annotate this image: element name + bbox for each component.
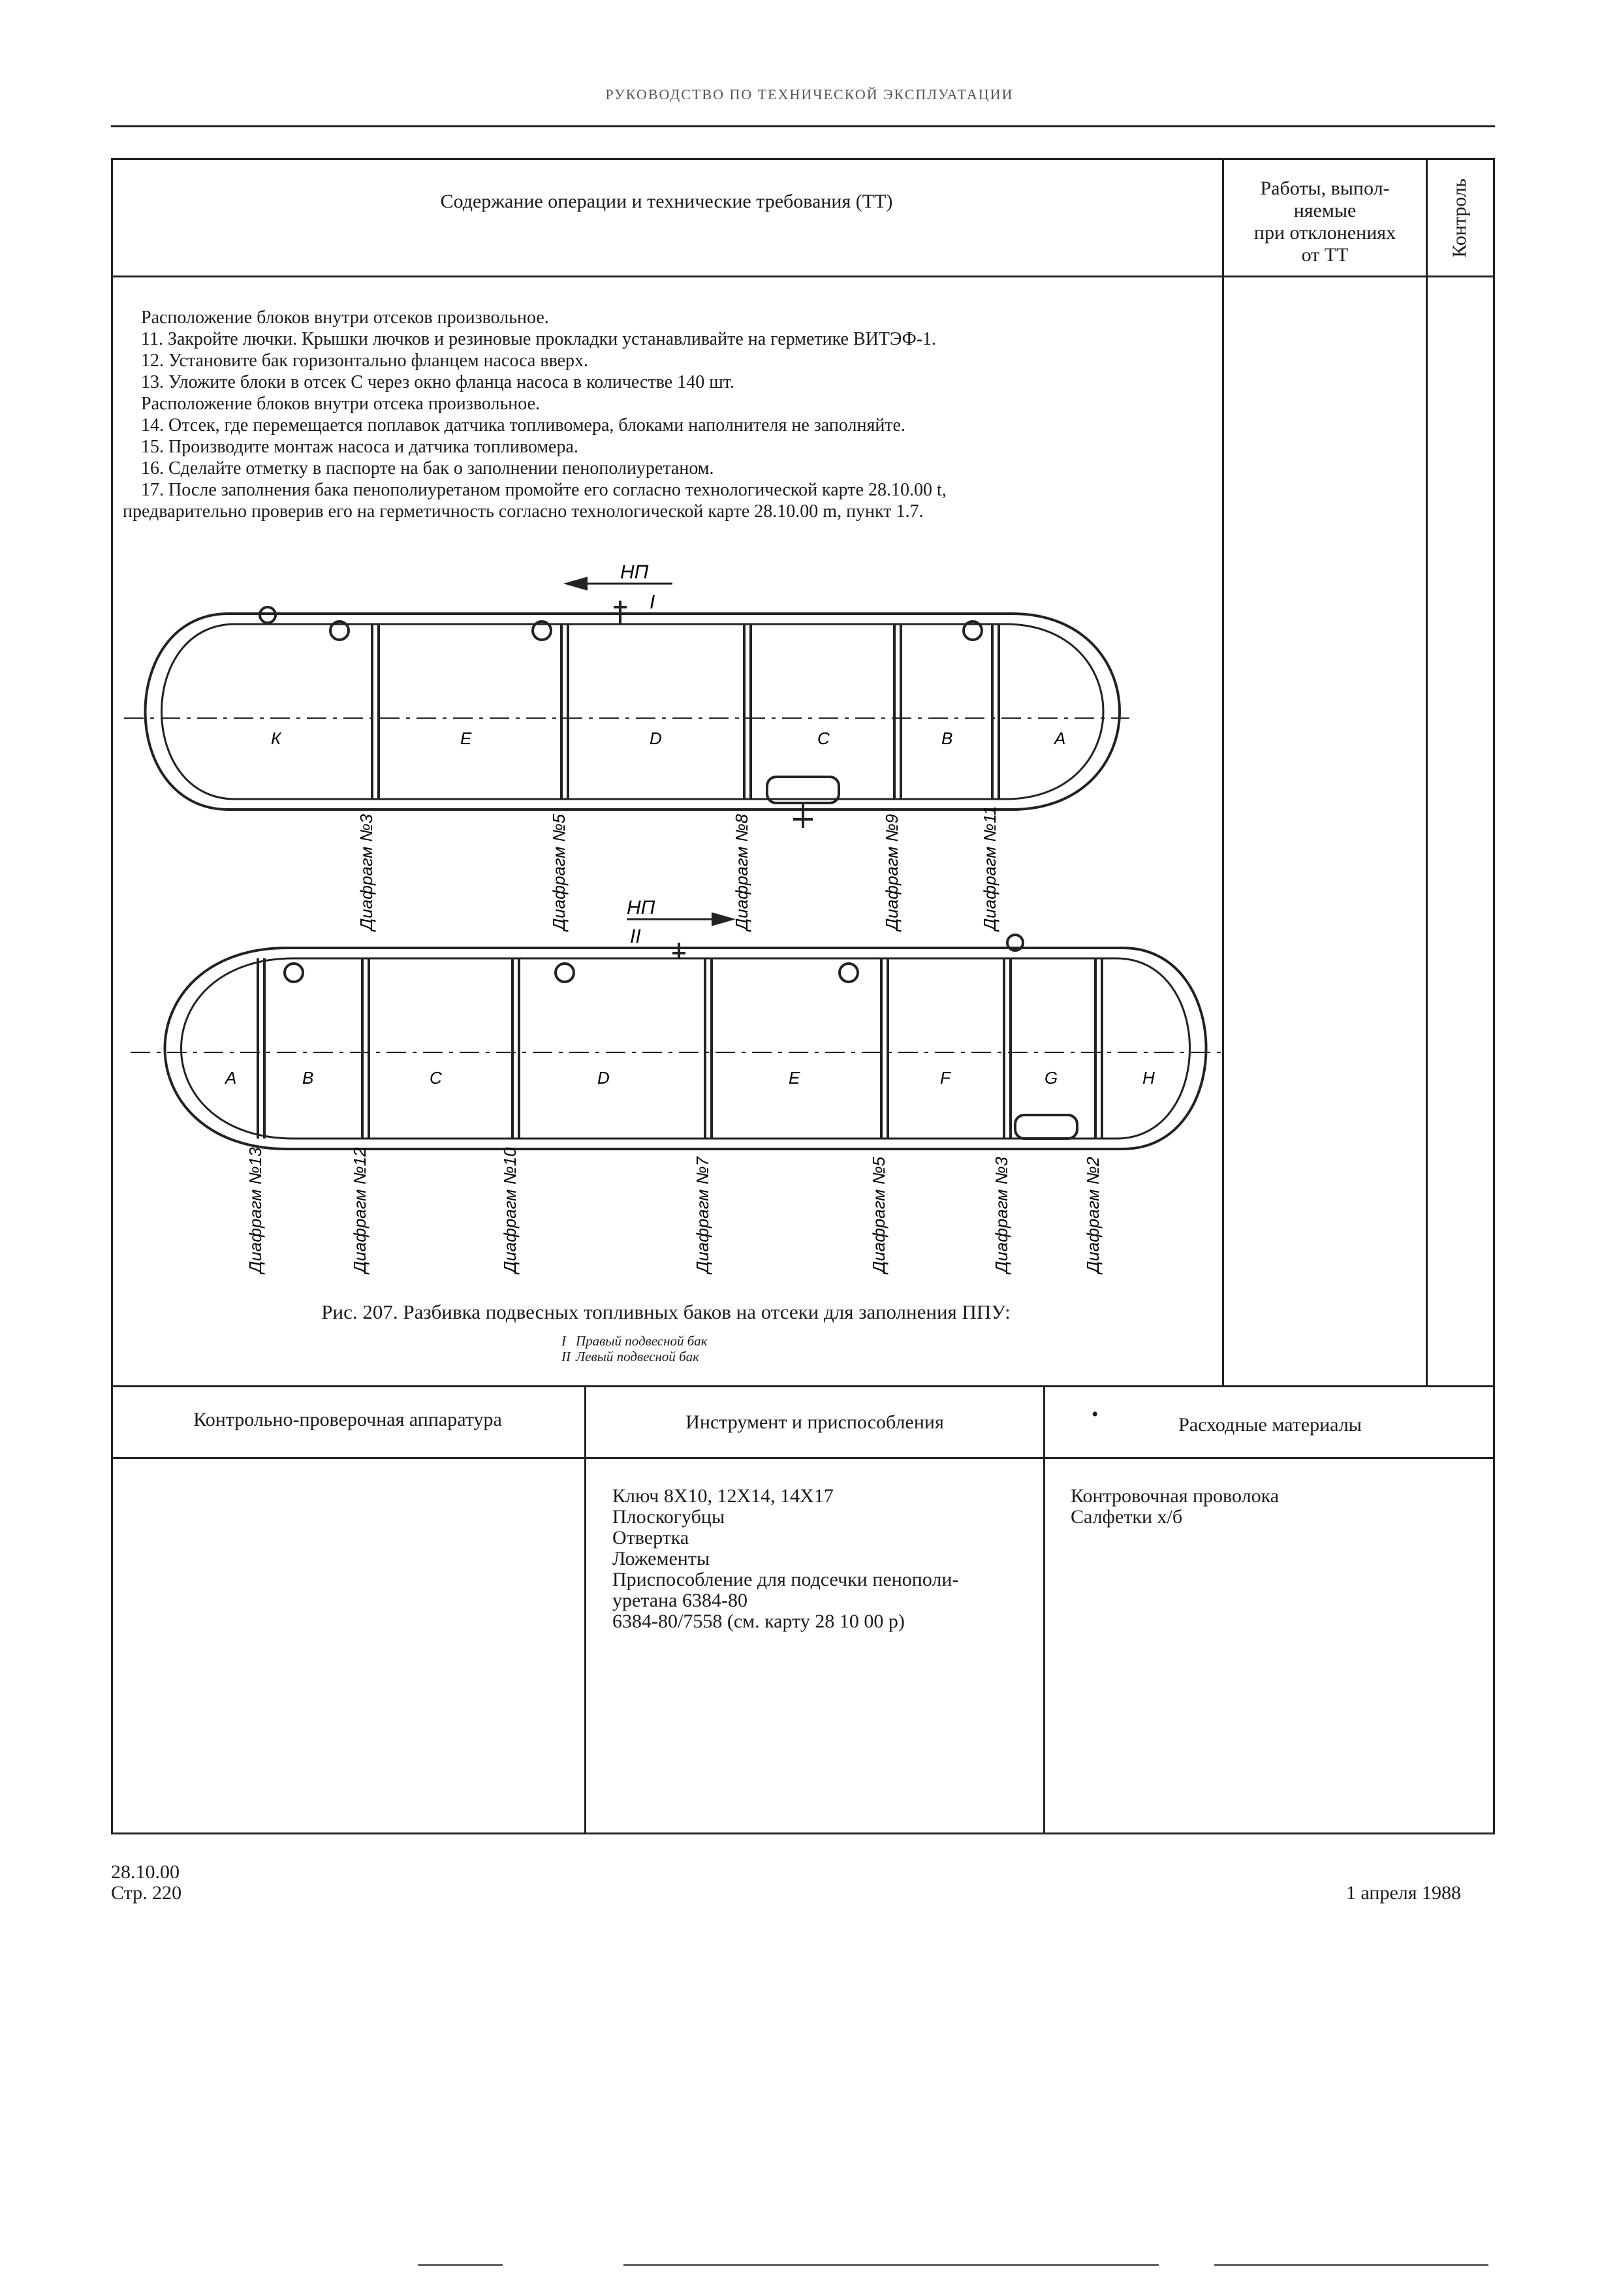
compartment-label: К bbox=[271, 729, 281, 748]
compartment-label: В bbox=[941, 729, 953, 748]
diaphragm-label: Диафрагм №9 bbox=[882, 813, 902, 930]
list-item: Отвертка bbox=[612, 1527, 689, 1549]
compartment-label: D bbox=[650, 729, 662, 748]
instruction-line: Расположение блоков внутри отсеков произвольное. bbox=[123, 307, 549, 328]
compartment-label: Е bbox=[789, 1068, 800, 1088]
compartment-label: D bbox=[597, 1068, 610, 1088]
footer-left bbox=[111, 1862, 181, 1904]
compartment-label: С bbox=[817, 729, 830, 748]
scan-mark bbox=[418, 2264, 503, 2266]
header-rule bbox=[111, 125, 1495, 127]
instruction-line: 13. Уложите блоки в отсек С через окно фланца насоса в количестве 140 шт. bbox=[123, 372, 734, 392]
flight-direction-label-1: НП bbox=[620, 561, 649, 583]
tank-figure bbox=[111, 561, 1221, 1293]
diaphragm-label: Диафрагм №5 bbox=[549, 813, 569, 930]
diaphragm-label: Диафрагм №11 bbox=[980, 806, 999, 930]
control-header: Контроль bbox=[1449, 178, 1470, 258]
instruction-line: 11. Закройте лючки. Крышки лючков и резиновые прокладки устанавливайте на герметике ВИТЭФ-1. bbox=[123, 329, 937, 349]
bottom-header-rule bbox=[111, 1457, 1495, 1459]
scan-mark bbox=[1214, 2264, 1488, 2266]
tank-left bbox=[131, 914, 1221, 1149]
page-number: Стр. 220 bbox=[111, 1882, 182, 1904]
diaphragm-label: Диафрагм №3 bbox=[356, 813, 376, 930]
diaphragm-label: Диафрагм №12 bbox=[350, 1147, 369, 1273]
compartment-label: H bbox=[1142, 1068, 1155, 1088]
upper-section-bottom-rule bbox=[111, 1385, 1495, 1387]
scan-mark bbox=[623, 2264, 1159, 2266]
tank-right bbox=[124, 578, 1129, 828]
instruction-line: Расположение блоков внутри отсека произвольное. bbox=[123, 394, 541, 414]
diaphragm-label: Диафрагм №10 bbox=[500, 1147, 520, 1273]
bottom-divider-2 bbox=[1043, 1385, 1045, 1834]
instruction-line: 17. После заполнения бака пенополиуретаном промойте его согласно технологической карте 28.10.00 t, bbox=[123, 480, 947, 500]
consumables-header: Расходные материалы bbox=[1178, 1414, 1362, 1436]
list-item: Салфетки х/б bbox=[1071, 1506, 1183, 1528]
compartment-label: В bbox=[302, 1068, 314, 1088]
operation-content-header: Содержание операции и технические требования (ТТ) bbox=[440, 191, 893, 212]
diaphragm-label: Диафрагм №13 bbox=[245, 1147, 265, 1273]
list-item: Ключ 8X10, 12X14, 14X17 bbox=[612, 1485, 834, 1507]
figure-caption: Рис. 207. Разбивка подвесных топливных баков на отсеки для заполнения ППУ: bbox=[321, 1300, 1011, 1323]
compartment-label: G bbox=[1045, 1068, 1058, 1088]
diaphragm-label: Диафрагм №2 bbox=[1083, 1156, 1103, 1273]
column-divider-2 bbox=[1426, 158, 1428, 1385]
compartment-label: F bbox=[940, 1068, 951, 1088]
instruction-line: 12. Установите бак горизонтально фланцем насоса вверх. bbox=[123, 351, 589, 371]
list-item: Приспособление для подсечки пенополи- bbox=[612, 1569, 959, 1590]
compartment-label: С bbox=[430, 1068, 442, 1088]
instruction-line: предварительно проверив его на герметичность согласно технологической карте 28.10.00 m, пункт 1.7. bbox=[123, 501, 924, 522]
list-item: Плоскогубцы bbox=[612, 1506, 725, 1528]
doc-number: 28.10.00 bbox=[111, 1861, 180, 1883]
tank-1-roman-label: I bbox=[650, 591, 655, 613]
flight-direction-label-2: НП bbox=[627, 897, 655, 919]
list-item: Ложементы bbox=[612, 1548, 710, 1569]
bottom-divider-1 bbox=[584, 1385, 586, 1834]
diaphragm-label: Диафрагм №3 bbox=[992, 1156, 1011, 1273]
diaphragm-label: Диафрагм №7 bbox=[693, 1156, 712, 1273]
instruction-line: 14. Отсек, где перемещается поплавок датчика топливомера, блоками наполнителя не заполняйте. bbox=[123, 415, 905, 435]
instructions-text bbox=[123, 307, 1219, 522]
footer-date: 1 апреля 1988 bbox=[1346, 1882, 1462, 1904]
column-divider-1 bbox=[1222, 158, 1224, 1385]
compartment-label: Е bbox=[460, 729, 472, 748]
legend-item: I Правый подвесной бак bbox=[561, 1333, 708, 1349]
tank-2-roman-label: II bbox=[630, 926, 641, 947]
figure-legend bbox=[561, 1333, 708, 1364]
test-equipment-header: Контрольно-проверочная аппаратура bbox=[193, 1409, 502, 1430]
compartment-label: А bbox=[1054, 729, 1066, 748]
page-header: РУКОВОДСТВО ПО ТЕХНИЧЕСКОЙ ЭКСПЛУАТАЦИИ bbox=[605, 86, 1014, 102]
diaphragm-label: Диафрагм №5 bbox=[869, 1156, 888, 1273]
header-row-rule bbox=[111, 275, 1495, 277]
deviation-works-header: Работы, выпол- няемые при отклонениях от ТТ bbox=[1253, 178, 1396, 266]
compartment-label: А bbox=[225, 1068, 237, 1088]
instruction-line: 16. Сделайте отметку в паспорте на бак о заполнении пенополиуретаном. bbox=[123, 458, 714, 479]
diaphragm-label: Диафрагм №8 bbox=[732, 813, 751, 930]
tools-list bbox=[612, 1486, 958, 1632]
tools-header: Инструмент и приспособления bbox=[685, 1411, 944, 1433]
legend-item: II Левый подвесной бак bbox=[561, 1349, 700, 1364]
instruction-line: 15. Производите монтаж насоса и датчика топливомера. bbox=[123, 437, 578, 457]
list-item: 6384-80/7558 (см. карту 28 10 00 р) bbox=[612, 1611, 905, 1632]
bullet-mark: • bbox=[1092, 1404, 1099, 1425]
list-item: уретана 6384-80 bbox=[612, 1590, 747, 1611]
materials-list bbox=[1071, 1486, 1279, 1528]
list-item: Контровочная проволока bbox=[1071, 1485, 1280, 1507]
